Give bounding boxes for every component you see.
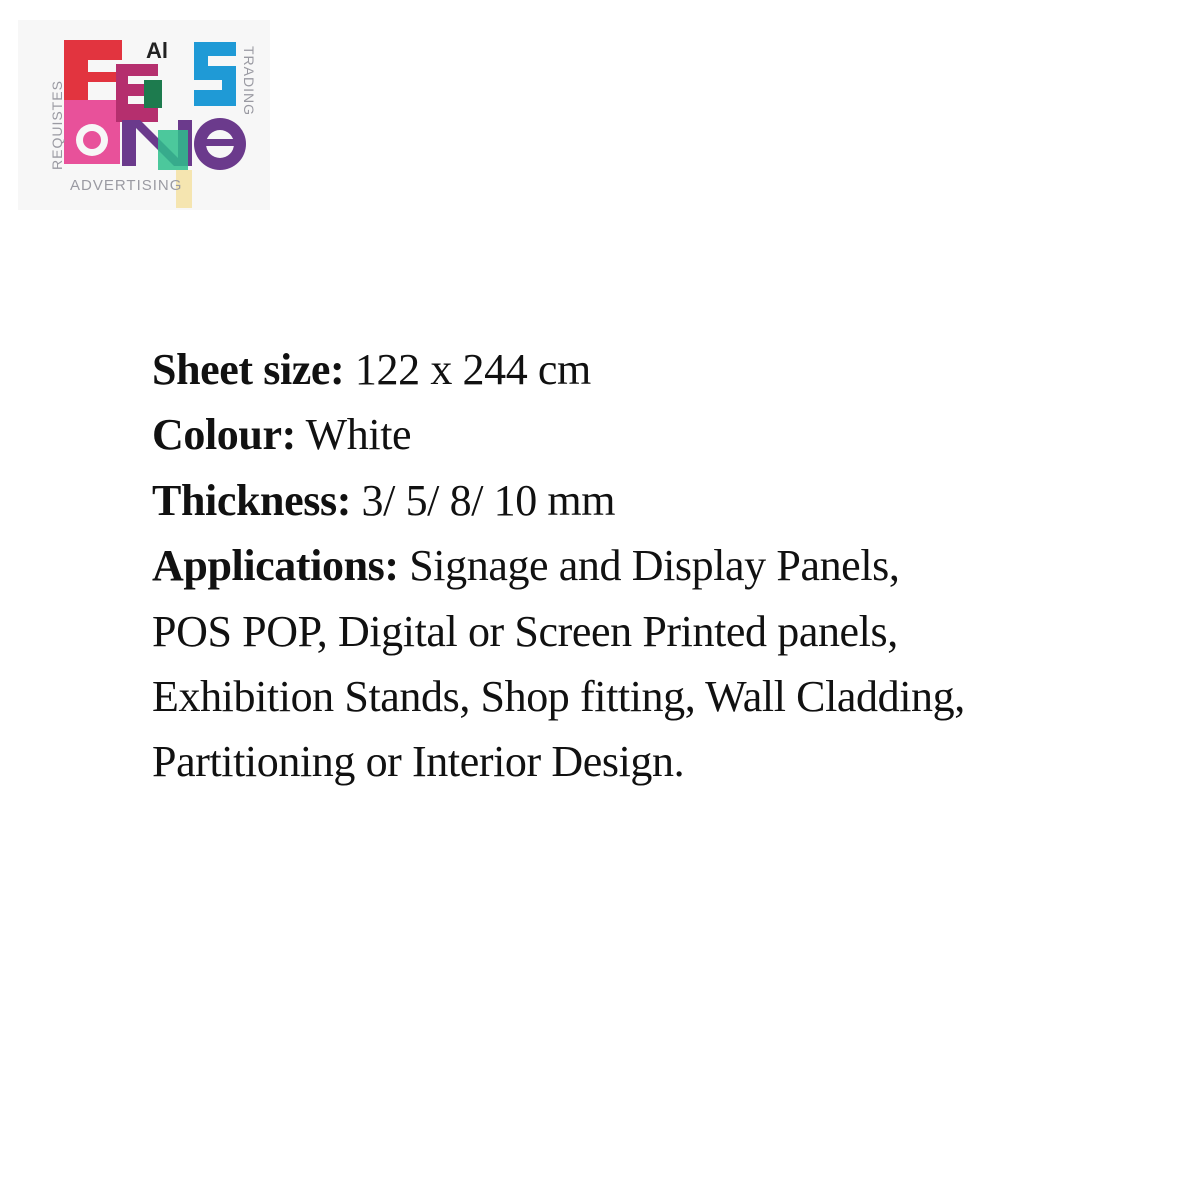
logo-bottom-text: ADVERTISING: [70, 177, 183, 194]
logo-graphic: [18, 20, 270, 210]
spec-value: White: [295, 410, 412, 460]
spec-applications: [152, 533, 1162, 598]
spec-list: [152, 337, 1162, 795]
spec-colour: [152, 402, 1162, 467]
applications-line-2: POS POP, Digital or Screen Printed panels,: [152, 606, 898, 656]
applications-line-4: Partitioning or Interior Design.: [152, 737, 685, 787]
spec-value: Signage and Display Panels,: [398, 541, 900, 591]
spec-label: Applications:: [152, 541, 399, 591]
spec-sheet-size: [152, 337, 1162, 402]
spec-label: Colour:: [152, 410, 296, 460]
brand-logo: [18, 20, 270, 210]
spec-label: Sheet size:: [152, 345, 345, 394]
logo-prefix: Al: [146, 38, 168, 63]
spec-value: 122 x 244 cm: [344, 345, 591, 394]
spec-label: Thickness:: [152, 475, 351, 525]
applications-line-3: Exhibition Stands, Shop fitting, Wall Cladding,: [152, 672, 965, 722]
spec-thickness: [152, 468, 1162, 533]
spec-value: 3/ 5/ 8/ 10 mm: [350, 475, 616, 525]
logo-left-text: REQUISTES: [49, 80, 65, 170]
logo-right-text: TRADING: [241, 46, 257, 116]
